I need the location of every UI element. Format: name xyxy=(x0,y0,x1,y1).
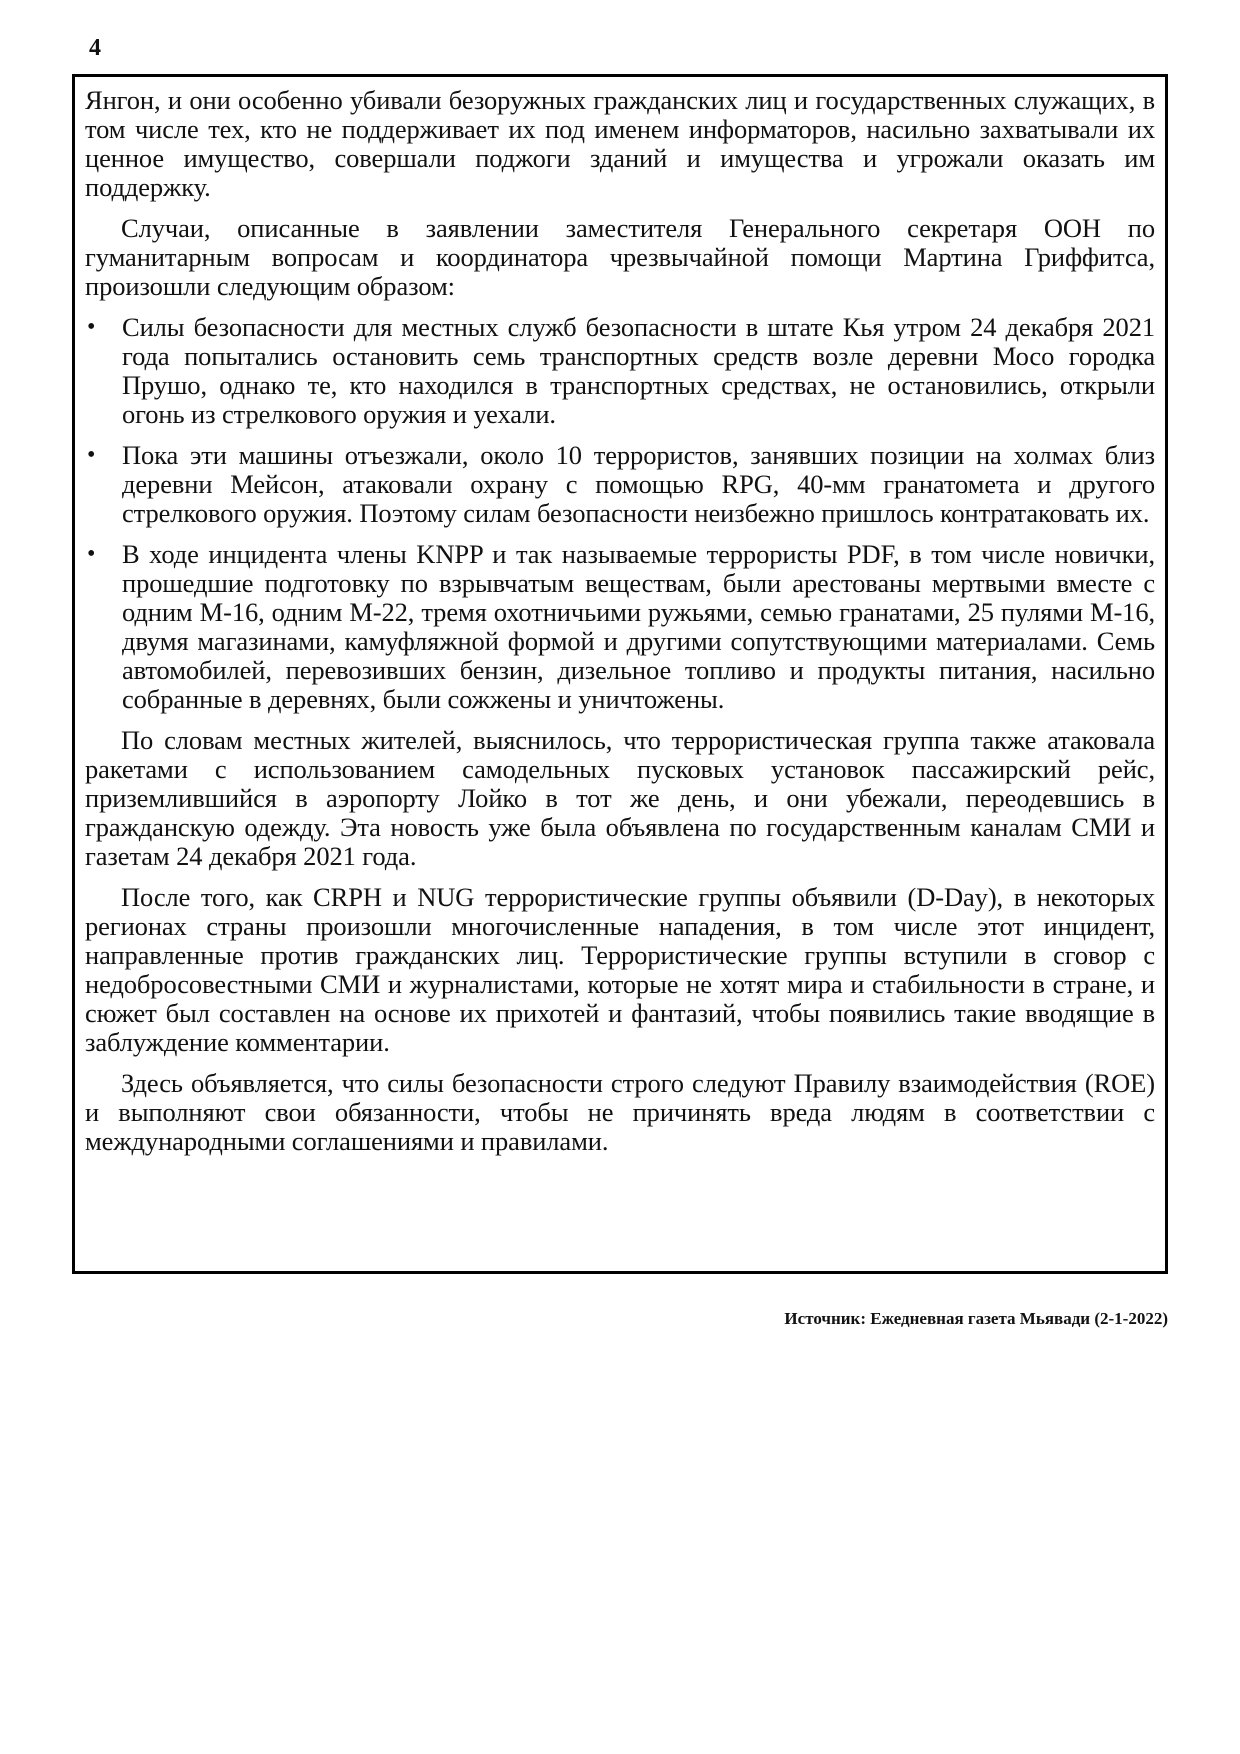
paragraph-conclusion: Здесь объявляется, что силы безопасности строго следуют Правилу взаимодействия (ROE) и выполняют свои обязанности, чтобы не причинять вреда людям в соответствии с международными соглашениями и правилами. xyxy=(85,1068,1155,1156)
bullet-icon: • xyxy=(87,442,96,468)
paragraph-intro: Случаи, описанные в заявлении заместителя Генерального секретаря ООН по гуманитарным вопросам и координатора чрезвычайной помощи Мартина Гриффитса, произошли следующим образом: xyxy=(85,213,1155,301)
paragraph-dday: После того, как CRPH и NUG террористические группы объявили (D-Day), в некоторых регионах страны произошли многочисленные нападения, в том числе этот инцидент, направленные против гражданских лиц. Террористические группы вступили в сговор с недобросовестными СМИ и журналистами, которые не хотят мира и стабильности в стране, и сюжет был составлен на основе их прихотей и фантазий, чтобы появились такие вводящие в заблуждение комментарии. xyxy=(85,882,1155,1057)
list-item-text: Пока эти машины отъезжали, около 10 террористов, занявших позиции на холмах близ деревни Мейсон, атаковали охрану с помощью RPG, 40-мм гранатомета и другого стрелкового оружия. Поэтому силам безопасности неизбежно пришлось контратаковать их. xyxy=(122,440,1155,528)
source-credit: Источник: Ежедневная газета Мьявади (2-1-2022) xyxy=(784,1309,1168,1328)
paragraph-continuation: Янгон, и они особенно убивали безоружных гражданских лиц и государственных служащих, в том числе тех, кто не поддерживает их под именем информаторов, насильно захватывали их ценное имущество, совершали поджоги зданий и имущества и угрожали оказать им поддержку. xyxy=(85,85,1155,202)
article-frame xyxy=(72,74,1168,1274)
paragraph-locals: По словам местных жителей, выяснилось, что террористическая группа также атаковала ракетами с использованием самодельных пусковых установок пассажирский рейс, приземлившийся в аэропорту Лойко в тот же день, и они убежали, переодевшись в гражданскую одежду. Эта новость уже была объявлена по государственным каналам СМИ и газетам 24 декабря 2021 года. xyxy=(85,725,1155,871)
bullet-icon: • xyxy=(87,541,96,567)
list-item-text: В ходе инцидента члены KNPP и так называемые террористы PDF, в том числе новички, прошедшие подготовку по взрывчатым веществам, были арестованы мертвыми вместе с одним M-16, одним M-22, тремя охотничьими ружьями, семью гранатами, 25 пулями M-16, двумя магазинами, камуфляжной формой и другими сопутствующими материалами. Семь автомобилей, перевозивших бензин, дизельное топливо и продукты питания, насильно собранные в деревнях, были сожжены и уничтожены. xyxy=(122,539,1155,714)
bullet-icon: • xyxy=(87,314,96,340)
list-item xyxy=(85,540,1155,714)
list-item-text: Силы безопасности для местных служб безопасности в штате Кья утром 24 декабря 2021 года попытались остановить семь транспортных средств возле деревни Мосо городка Прушо, однако те, кто находился в транспортных средствах, не остановились, открыли огонь из стрелкового оружия и уехали. xyxy=(122,312,1155,429)
incident-list xyxy=(85,313,1155,714)
list-item xyxy=(85,313,1155,429)
list-item xyxy=(85,441,1155,528)
page-number: 4 xyxy=(89,35,101,61)
